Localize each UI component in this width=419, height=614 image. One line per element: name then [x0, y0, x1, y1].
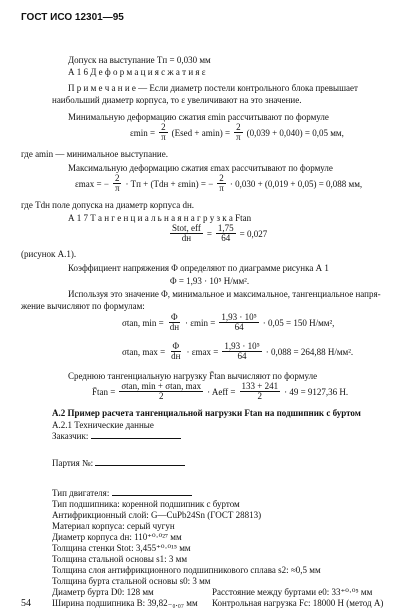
batch-label: Партия №: — [52, 458, 94, 468]
ratio-eq: = — [206, 228, 212, 239]
min-intro: Минимальную деформацию сжатия εmin рассчитывают по формуле — [68, 112, 329, 122]
batch-row — [52, 458, 185, 468]
ratio-num: Stot, eff — [172, 223, 201, 233]
avg-intro: Среднюю тангенциальную нагрузку F̄tan вычисляют по формуле — [68, 371, 318, 381]
ratio-num-2: 1,75 — [217, 223, 234, 233]
a21-subheading: А.2.1 Технические данные — [52, 420, 154, 430]
sigma-min-formula — [122, 313, 334, 333]
avg-formula — [92, 382, 348, 402]
min-formula — [130, 123, 344, 143]
batch-field — [95, 465, 185, 466]
collar-distance: Расстояние между буртами e0: 33⁺⁰·⁰⁵ мм — [212, 587, 373, 597]
max-fraction — [113, 174, 122, 194]
phi-intro: Коэффициент напряжения Φ определяют по диаграмме рисунка А 1 — [68, 263, 329, 273]
page-header: ГОСТ ИСО 12301—95 — [21, 12, 124, 23]
min-fraction-2 — [234, 123, 243, 143]
ratio-fraction — [170, 224, 203, 244]
sigma-min-num-2: 1,93 · 10⁵ — [221, 312, 257, 322]
sigma-min-rhs: · 0,05 = 150 Н/мм², — [262, 317, 335, 328]
min-frac-num-2: 2 — [236, 122, 241, 132]
engine-label: Тип двигателя: — [52, 488, 110, 498]
min-fraction — [159, 123, 168, 143]
use-text-2: жение вычисляют по формулам: — [21, 301, 145, 311]
max-formula-rhs: · 0,030 + (0,019 + 0,05) = 0,088 мм, — [229, 178, 363, 189]
max-frac-den-2: π — [219, 183, 224, 194]
max-formula — [75, 174, 362, 194]
tolerance-line: Допуск на выступание Tп = 0,030 мм — [68, 55, 211, 65]
customer-field — [91, 438, 181, 439]
sigma-min-lhs: σtan, min = — [122, 317, 164, 328]
bearing-width: Ширина подшипника B: 39,82₋₀.₀₇ мм — [52, 598, 198, 608]
test-load: Контрольная нагрузка Fc: 18000 Н (метод А) — [212, 598, 384, 608]
avg-rhs: · 49 = 9127,36 Н. — [284, 386, 349, 397]
max-frac-den: π — [114, 183, 120, 194]
sigma-min-num: Φ — [171, 312, 178, 322]
housing-diameter: Диаметр корпуса dн: 110⁺⁰·⁰²⁷ мм — [52, 532, 182, 542]
min-frac-den-2: π — [236, 132, 241, 143]
sigma-min-mid: · εmin = — [185, 317, 216, 328]
wall-thickness: Толщина стенки Stot: 3,455⁺⁰·⁰¹⁵ мм — [52, 543, 191, 553]
sigma-min-fraction-2 — [219, 313, 258, 333]
housing-material: Материал корпуса: серый чугун — [52, 521, 175, 531]
max-intro: Максимальную деформацию сжатия εmax рассчитывают по формуле — [68, 163, 333, 173]
ratio-den: dн — [181, 233, 192, 244]
avg-den-2: 2 — [257, 391, 263, 402]
note-label: П р и м е ч а н и е — — [68, 83, 148, 93]
min-formula-lhs: εmin = — [130, 127, 156, 138]
ratio-result: = 0,027 — [239, 228, 268, 239]
max-frac-num: 2 — [114, 173, 120, 183]
phi-value: Φ = 1,93 · 10⁵ Н/мм². — [170, 276, 250, 286]
sigma-min-den: dн — [169, 322, 180, 333]
min-frac-num: 2 — [161, 122, 166, 132]
sigma-max-lhs: σtan, max = — [122, 346, 166, 357]
note-line-1 — [68, 83, 358, 93]
alloy-thickness: Толщина слоя антифрикционного подшипникового сплава s2: ≈0,5 мм — [52, 565, 321, 575]
steel-thickness: Толщина стальной основы s1: 3 мм — [52, 554, 188, 564]
sigma-max-den: dн — [171, 351, 181, 362]
sigma-min-den-2: 64 — [234, 322, 244, 333]
a2-heading: А.2 Пример расчета тангенциальной нагрузки Ftan на подшипник с буртом — [52, 408, 361, 418]
sigma-max-num-2: 1,93 · 10⁵ — [224, 341, 260, 351]
avg-num-2: 133 + 241 — [241, 381, 279, 391]
avg-den: 2 — [158, 391, 164, 402]
collar-diameter: Диаметр бурта D0: 128 мм — [52, 587, 154, 597]
sigma-max-num: Φ — [172, 341, 180, 351]
max-formula-lhs: εmax = − — [75, 178, 109, 189]
sigma-max-formula — [122, 342, 353, 362]
customer-row — [52, 431, 181, 441]
avg-fraction-2 — [240, 382, 281, 402]
sigma-max-rhs: · 0,088 = 264,88 Н/мм². — [265, 346, 354, 357]
note-line-2: наибольший диаметр корпуса, то ε увеличивают на это значение. — [52, 95, 302, 105]
sigma-max-fraction — [169, 342, 182, 362]
engine-field — [112, 495, 192, 496]
sigma-max-mid: · εmax = — [186, 346, 219, 357]
max-formula-mid: · Tп + (Tdн + εmin) = − — [125, 178, 214, 189]
figure-reference: (рисунок А.1). — [21, 249, 77, 259]
max-fraction-2 — [217, 174, 226, 194]
avg-fraction — [119, 382, 203, 402]
note-text-1: Если диаметр постели контрольного блока превышает — [149, 83, 358, 93]
a16-heading: А 1 6 Д е ф о р м а ц и я с ж а т и я ε — [68, 67, 206, 77]
engine-row — [52, 488, 192, 498]
avg-lhs: F̄tan = — [92, 386, 116, 397]
ratio-fraction-2 — [216, 224, 236, 244]
use-text-1: Используя это значение Φ, минимальное и максимальное, тангенциальное напря- — [68, 289, 381, 299]
sigma-min-fraction — [168, 313, 181, 333]
ratio-formula — [170, 224, 267, 244]
avg-num: σtan, min + σtan, max — [121, 381, 202, 391]
max-where: где Tdн поле допуска на диаметр корпуса dн. — [21, 200, 195, 210]
min-where: где amin — минимальное выступание. — [21, 149, 168, 159]
page-number: 54 — [21, 598, 31, 609]
max-frac-num-2: 2 — [219, 173, 224, 183]
min-formula-mid: (Esed + amin) = — [171, 127, 231, 138]
sigma-max-fraction-2 — [222, 342, 261, 362]
customer-label: Заказчик: — [52, 431, 89, 441]
antifriction-layer: Антифрикционный слой: G—CuPb24Sn (ГОСТ 28813) — [52, 510, 262, 520]
ratio-den-2: 64 — [221, 233, 231, 244]
sigma-max-den-2: 64 — [237, 351, 247, 362]
bearing-type: Тип подшипника: коренной подшипник с буртом — [52, 499, 240, 509]
collar-steel-thickness: Толщина бурта стальной основы s0: 3 мм — [52, 576, 211, 586]
a17-heading: А 1 7 Т а н г е н ц и а л ь н а я н а г р у з к а Ftan — [68, 213, 252, 223]
avg-mid: · Aeff = — [207, 386, 236, 397]
min-frac-den: π — [161, 132, 166, 143]
min-formula-rhs: (0,039 + 0,040) = 0,05 мм, — [246, 127, 344, 138]
